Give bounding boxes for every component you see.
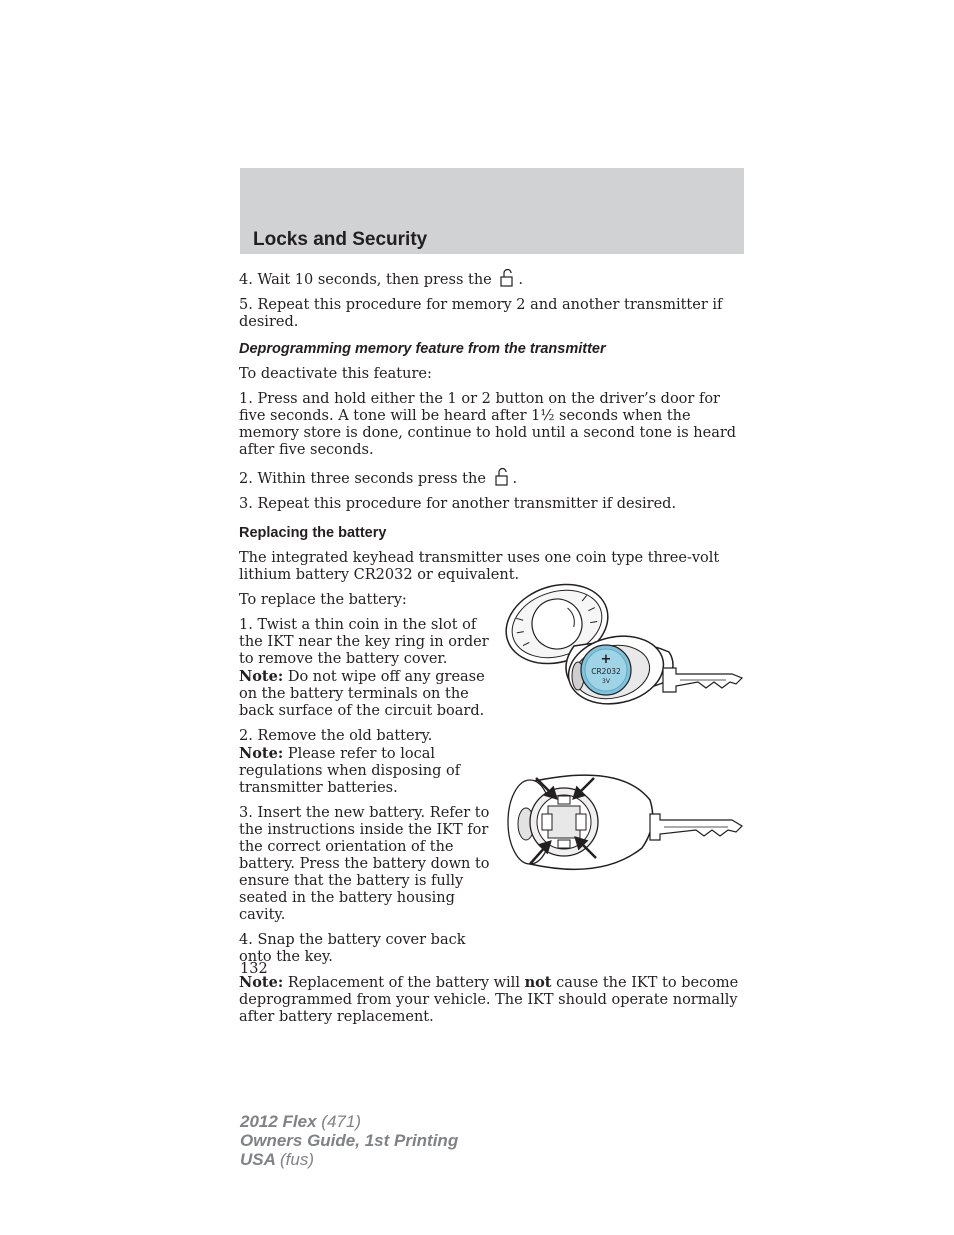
final-note-emphasis: not	[524, 974, 552, 991]
deprogramming-intro: To deactivate this feature:	[239, 366, 432, 382]
battery-plus-label: +	[600, 652, 612, 667]
document-footer	[240, 1112, 458, 1169]
battery-final-note	[239, 974, 745, 1026]
battery-step-2-note: Please refer to local regulations when disposing of transmitter batteries.	[239, 746, 461, 796]
step-5-repeat: 5. Repeat this procedure for memory 2 and another transmitter if desired.	[239, 297, 723, 330]
battery-intro: The integrated keyhead transmitter uses one coin type three-volt lithium battery CR2032 or equivalent.	[239, 550, 720, 583]
footer-line-1	[240, 1112, 458, 1131]
note-label: Note:	[239, 974, 284, 991]
battery-step-3: 3. Insert the new battery. Refer to the instructions inside the IKT for the correct orientation of the battery. Press the battery down to ensure that the battery is fully seated in the battery housing cavity.	[239, 805, 490, 923]
battery-step-1	[239, 617, 495, 720]
step-4-end: .	[518, 272, 523, 288]
step-4-wait	[239, 268, 745, 289]
final-note-text-2: cause the IKT to become deprogrammed from your vehicle. The IKT should operate normally after battery replacement.	[239, 975, 739, 1025]
final-note-text-1: Replacement of the battery will	[287, 975, 520, 991]
deprogramming-step-2-text: 2. Within three seconds press the	[239, 471, 486, 487]
battery-model-label: CR2032	[591, 667, 621, 676]
unlock-icon	[493, 467, 511, 487]
footer-market: USA	[240, 1150, 276, 1169]
deprogramming-step-3: 3. Repeat this procedure for another transmitter if desired.	[239, 496, 677, 512]
battery-step-2	[239, 728, 495, 797]
section-title: Locks and Security	[253, 229, 428, 250]
deprogramming-step-2	[239, 467, 745, 488]
page-number: 132	[240, 961, 268, 977]
deprogramming-heading: Deprogramming memory feature from the transmitter	[239, 341, 606, 357]
footer-model: 2012 Flex	[240, 1112, 317, 1131]
section-header	[240, 168, 744, 254]
footer-line-3	[240, 1150, 458, 1169]
battery-insertion-illustration	[500, 772, 746, 878]
note-label: Note:	[239, 745, 284, 762]
deprogramming-step-1: 1. Press and hold either the 1 or 2 button on the driver’s door for five seconds. A tone will be heard after 1½ seconds when the memory store is done, continue to hold until a second tone is heard after five seconds.	[239, 391, 737, 458]
footer-line-2: Owners Guide, 1st Printing	[240, 1131, 459, 1150]
note-label: Note:	[239, 668, 284, 685]
battery-step-4: 4. Snap the battery cover back onto the key.	[239, 932, 466, 965]
battery-step-1-note: Do not wipe off any grease on the battery terminals on the back surface of the circuit board.	[239, 669, 485, 719]
battery-step-2-text: 2. Remove the old battery.	[239, 728, 433, 744]
battery-voltage-label: 3V	[602, 678, 610, 685]
footer-market-code: (fus)	[280, 1150, 314, 1169]
battery-step-1-text: 1. Twist a thin coin in the slot of the IKT near the key ring in order to remove the battery cover.	[239, 617, 489, 667]
deprogramming-step-2-end: .	[512, 471, 518, 487]
unlock-icon	[498, 268, 516, 288]
battery-to-replace: To replace the battery:	[239, 592, 407, 608]
battery-heading: Replacing the battery	[239, 525, 387, 541]
footer-model-code: (471)	[321, 1112, 361, 1131]
step-4-text: 4. Wait 10 seconds, then press the	[239, 272, 492, 288]
battery-cover-removal-illustration	[500, 574, 746, 720]
